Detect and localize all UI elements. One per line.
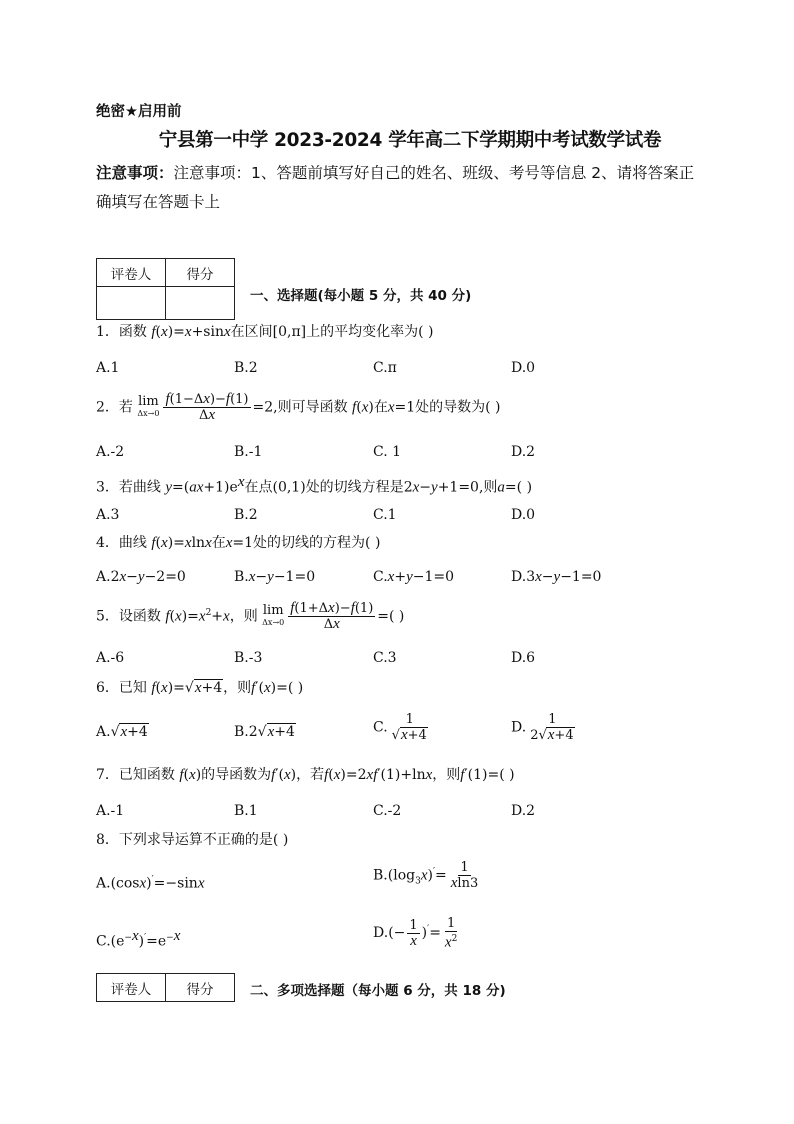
q3-option-a[interactable]: A.3	[96, 507, 120, 523]
q1-option-b[interactable]: B.2	[234, 360, 258, 376]
q8-option-c[interactable]: $C.(e^{-x})'=e^{-x}$	[96, 928, 181, 950]
notice	[96, 159, 696, 217]
score-header: 得分	[166, 974, 235, 1002]
score-table-1	[96, 258, 235, 320]
grader-cell[interactable]	[97, 287, 166, 320]
q8-option-b[interactable]: $B.(\log_3x)'=$ $\frac{1}{xln3}$	[373, 860, 479, 891]
question-3: 3．若曲线 $y=(ax+1)e^x$在点(0,1)处的切线方程是2x−y+1=0,则a=( )	[96, 474, 533, 496]
question-6: 6．已知 f(x)=√x+4，则f′(x)=( )	[96, 680, 304, 696]
q8-option-d[interactable]: D.(− $\frac{1}{x}$ )′= $\frac{1}{x^2}$	[373, 916, 458, 951]
q3-option-d[interactable]: D.0	[511, 507, 536, 523]
grader-header: 评卷人	[97, 259, 166, 287]
score-table-2	[96, 973, 235, 1002]
q7-option-d[interactable]: D.2	[511, 803, 536, 819]
q7-option-a[interactable]: A.-1	[96, 803, 125, 819]
q7-option-c[interactable]: C.-2	[373, 803, 402, 819]
score-cell[interactable]	[166, 287, 235, 320]
question-4: 4．曲线 f(x)=xlnx在x=1处的切线的方程为( )	[96, 535, 381, 551]
q7-option-b[interactable]: B.1	[234, 803, 258, 819]
q6-option-c[interactable]: C. $\frac{1}{√x+4}$	[373, 712, 427, 743]
q6-option-a[interactable]: A.√x+4	[96, 724, 148, 740]
q3-option-c[interactable]: C.1	[373, 507, 397, 523]
section-2-title: 二、多项选择题（每小题 6 分，共 18 分)	[250, 983, 506, 999]
q5-option-b[interactable]: B.-3	[234, 650, 263, 666]
question-7: 7．已知函数 f(x)的导函数为f′(x)，若f(x)=2xf′(1)+lnx，则f′(1)=( )	[96, 767, 515, 783]
q2-option-a[interactable]: A.-2	[96, 444, 125, 460]
q5-option-a[interactable]: A.-6	[96, 650, 125, 666]
q8-option-a[interactable]: A.(cosx)′=−sinx	[96, 875, 205, 892]
q1-option-c[interactable]: C.π	[373, 360, 397, 376]
notice-text: 注意事项：1、答题前填写好自己的姓名、班级、考号等信息 2、请将答案正确填写在答题卡上	[96, 164, 695, 211]
question-2: 2．若 lim Δx→0 $\frac{f(1-\Delta x)-f(1)}{\Delta x}$ =2,则可导函数 f(x)在x=1处的导数为( )	[96, 391, 501, 423]
section-1-title: 一、选择题(每小题 5 分，共 40 分)	[250, 288, 472, 304]
q1-option-d[interactable]: D.0	[511, 360, 536, 376]
q5-option-d[interactable]: D.6	[511, 650, 536, 666]
q6-option-d[interactable]: D. $\frac{1}{2√x+4}$	[511, 712, 574, 743]
notice-label: 注意事项：	[96, 164, 174, 182]
question-1: 1．函数 f(x)=x+sinx在区间[0,π]上的平均变化率为( )	[96, 324, 434, 340]
q5-option-c[interactable]: C.3	[373, 650, 397, 666]
q4-option-b[interactable]: B.x−y−1=0	[234, 569, 316, 585]
q6-option-b[interactable]: B.2√x+4	[234, 724, 295, 740]
confidential-label: 绝密★启用前	[96, 104, 182, 120]
q3-option-b[interactable]: B.2	[234, 507, 258, 523]
q2-option-d[interactable]: D.2	[511, 444, 536, 460]
q2-option-c[interactable]: C. 1	[373, 444, 402, 460]
q1-option-a[interactable]: A.1	[96, 360, 120, 376]
q4-option-d[interactable]: D.3x−y−1=0	[511, 569, 602, 585]
q4-option-c[interactable]: C.x+y−1=0	[373, 569, 455, 585]
exam-title: 宁县第一中学 2023-2024 学年高二下学期期中考试数学试卷	[158, 130, 662, 151]
q2-option-b[interactable]: B.-1	[234, 444, 263, 460]
question-8: 8．下列求导运算不正确的是( )	[96, 832, 289, 848]
q4-option-a[interactable]: A.2x−y−2=0	[96, 569, 186, 585]
score-header: 得分	[166, 259, 235, 287]
question-5: 5．设函数 $f(x)=x^2+x$，则 lim Δx→0 $\frac{f(1+\Delta x)-f(1)}{\Delta x}$ =( )	[96, 600, 405, 632]
grader-header: 评卷人	[97, 974, 166, 1002]
